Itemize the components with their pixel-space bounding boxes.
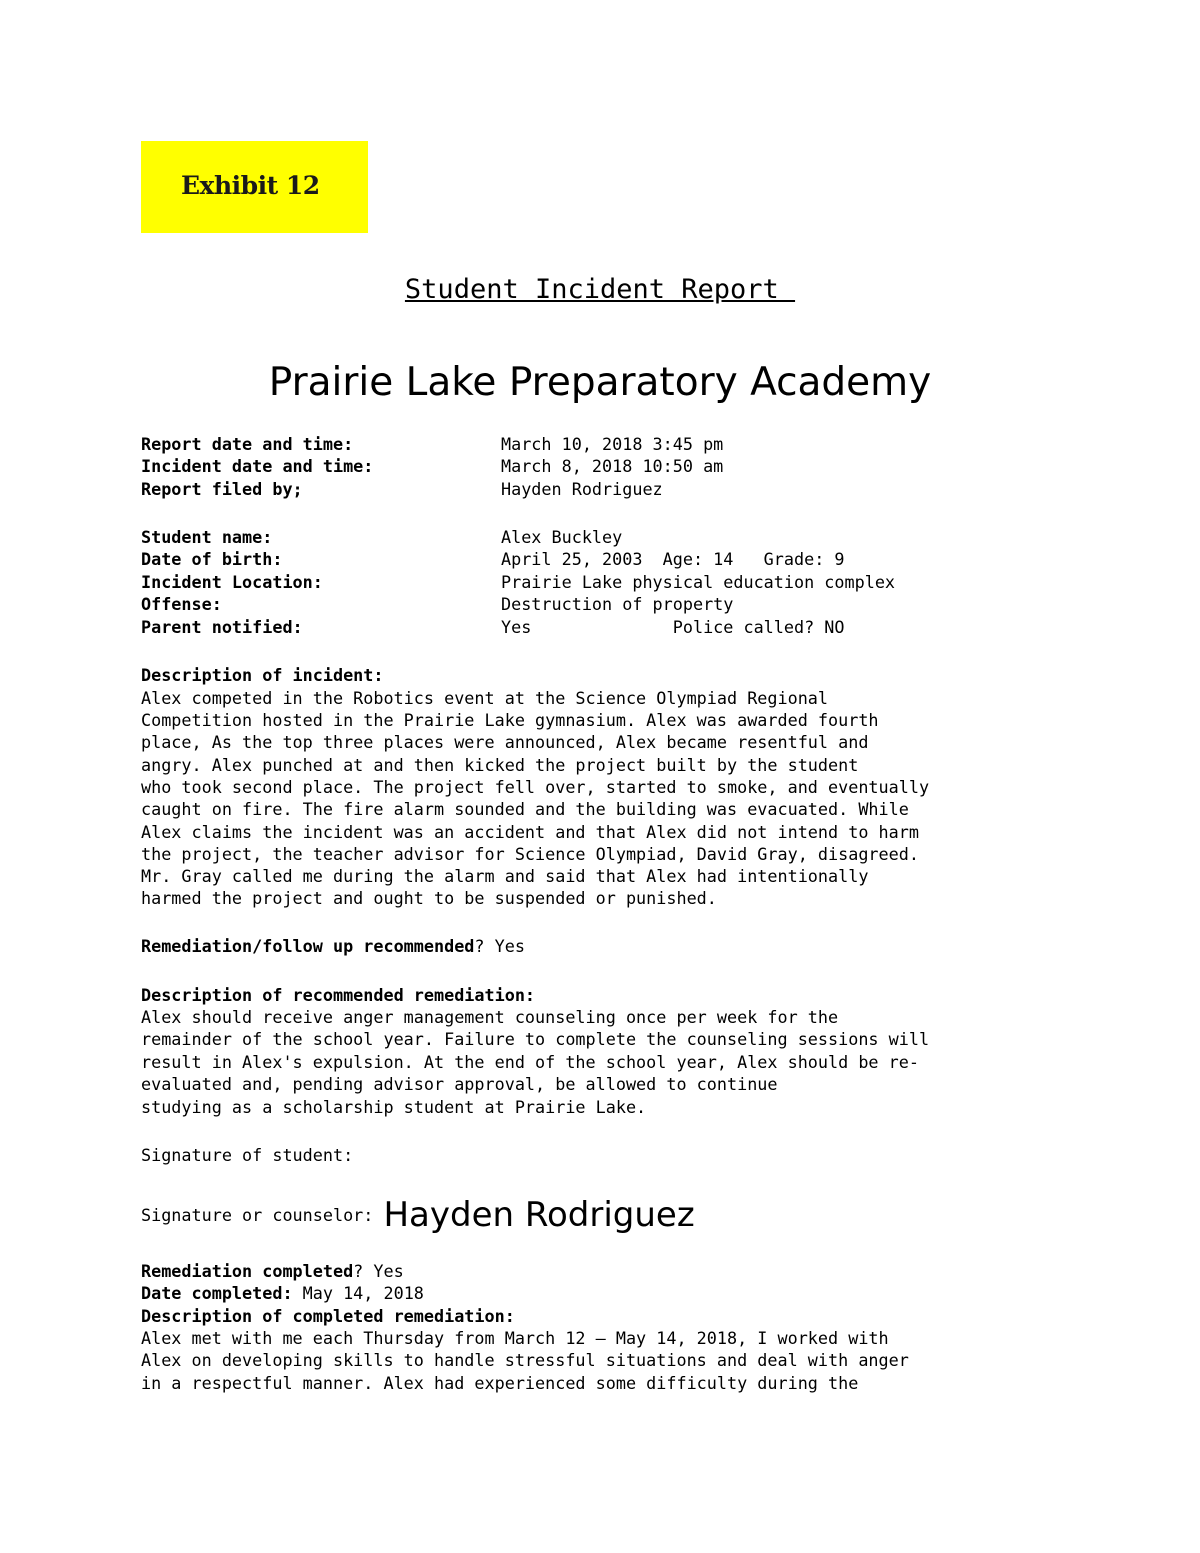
remediation-completed-value: ? Yes [353,1261,404,1281]
description-line: Mr. Gray called me during the alarm and said that Alex had intentionally [141,866,869,886]
date-completed [141,1283,424,1303]
field-label: Parent notified: [141,617,303,637]
recommended-line: result in Alex's expulsion. At the end of the school year, Alex should be re- [141,1052,919,1072]
field-value: Hayden Rodriguez [501,479,663,499]
field-value: March 10, 2018 3:45 pm [501,434,724,454]
exhibit-label: Exhibit 12 [181,171,320,200]
remediation-recommended-value: ? Yes [474,936,525,956]
completed-line: Alex on developing skills to handle stressful situations and deal with anger [141,1350,909,1370]
recommended-line: evaluated and, pending advisor approval, be allowed to continue [141,1074,778,1094]
field-label: Date of birth: [141,549,283,569]
completed-heading: Description of completed remediation: [141,1306,515,1326]
field-label: Student name: [141,527,273,547]
description-line: caught on fire. The fire alarm sounded and the building was evacuated. While [141,799,909,819]
remediation-recommended-label: Remediation/follow up recommended [141,936,475,956]
field-value: Prairie Lake physical education complex [501,572,896,592]
remediation-completed-label: Remediation completed [141,1261,354,1281]
description-line: harmed the project and ought to be suspended or punished. [141,888,717,908]
remediation-recommended [141,936,525,956]
recommended-heading: Description of recommended remediation: [141,985,536,1005]
signature-student: Signature of student: [141,1145,354,1165]
remediation-completed [141,1261,404,1281]
description-heading: Description of incident: [141,665,384,685]
report-title: Student Incident Report [404,274,796,305]
field-value: Yes Police called? NO [501,617,845,637]
description-line: who took second place. The project fell over, started to smoke, and eventually [141,777,930,797]
description-line: the project, the teacher advisor for Science Olympiad, David Gray, disagreed. [141,844,919,864]
field-label: Incident date and time: [141,456,374,476]
date-completed-label: Date completed: [141,1283,293,1303]
description-line: Alex competed in the Robotics event at the Science Olympiad Regional [141,688,829,708]
field-label: Report date and time: [141,434,354,454]
field-value: March 8, 2018 10:50 am [501,456,724,476]
completed-line: Alex met with me each Thursday from March 12 – May 14, 2018, I worked with [141,1328,889,1348]
signature-counselor-label: Signature or counselor: [141,1205,384,1225]
school-name: Prairie Lake Preparatory Academy [268,360,932,405]
signature-counselor [141,1195,695,1235]
recommended-line: remainder of the school year. Failure to complete the counseling sessions will [141,1029,930,1049]
description-line: angry. Alex punched at and then kicked the project built by the student [141,755,859,775]
field-value: Destruction of property [501,594,734,614]
field-value: April 25, 2003 Age: 14 Grade: 9 [501,549,845,569]
field-label: Offense: [141,594,222,614]
field-value: Alex Buckley [501,527,623,547]
description-line: Competition hosted in the Prairie Lake gymnasium. Alex was awarded fourth [141,710,879,730]
description-line: Alex claims the incident was an accident and that Alex did not intend to harm [141,822,919,842]
counselor-signature: Hayden Rodriguez [383,1195,695,1235]
completed-line: in a respectful manner. Alex had experienced some difficulty during the [141,1373,859,1393]
recommended-line: Alex should receive anger management counseling once per week for the [141,1007,839,1027]
field-label: Report filed by; [141,479,303,499]
date-completed-value: May 14, 2018 [292,1283,424,1303]
recommended-line: studying as a scholarship student at Prairie Lake. [141,1097,647,1117]
field-label: Incident Location: [141,572,323,592]
exhibit-sticker [141,141,368,233]
description-line: place, As the top three places were announced, Alex became resentful and [141,732,869,752]
